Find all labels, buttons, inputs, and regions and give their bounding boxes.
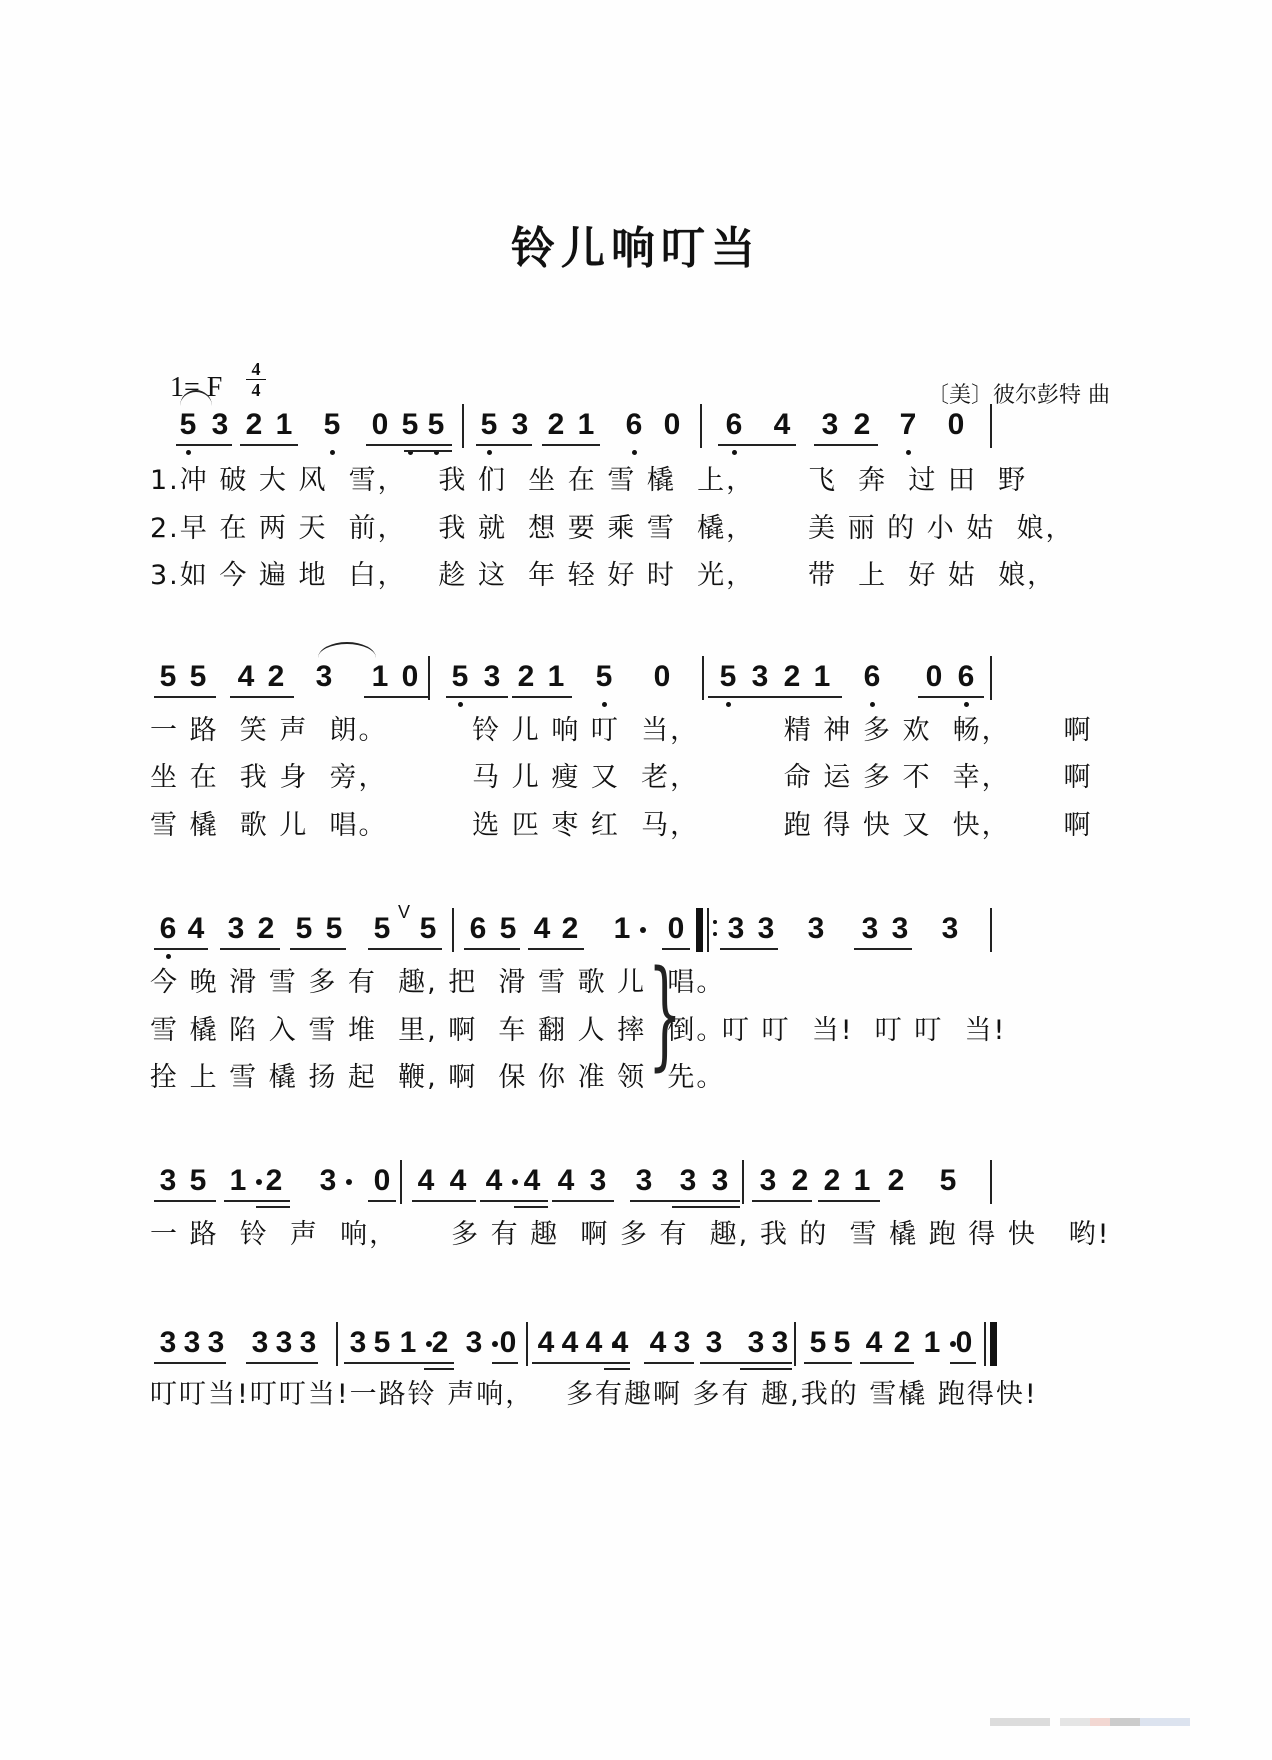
- jianpu-note: 6: [625, 408, 643, 441]
- breath-mark: V: [398, 902, 411, 922]
- jianpu-note: 0: [947, 408, 965, 441]
- eighth-beam: [290, 948, 346, 950]
- jianpu-note: 3: [673, 1326, 691, 1359]
- eighth-beam: [154, 1200, 216, 1202]
- time-signature-top: 4: [251, 359, 261, 379]
- jianpu-note: 1: [229, 1164, 247, 1197]
- jianpu-note: 3: [751, 660, 769, 693]
- bar-line: [452, 908, 454, 952]
- low-octave-dot: [964, 702, 969, 707]
- eighth-beam: [246, 1362, 318, 1364]
- jianpu-note: 3: [275, 1326, 293, 1359]
- jianpu-note: 1: [577, 408, 595, 441]
- jianpu-note: 5: [373, 912, 391, 945]
- jianpu-note: 6: [725, 408, 743, 441]
- eighth-beam: [708, 696, 794, 698]
- jianpu-note: 0: [663, 408, 681, 441]
- eighth-beam: [480, 1200, 548, 1202]
- jianpu-note: 0: [925, 660, 943, 693]
- jianpu-note: 2: [823, 1164, 841, 1197]
- eighth-beam: [788, 696, 842, 698]
- jianpu-note: 1: [853, 1164, 871, 1197]
- low-octave-dot: [602, 702, 607, 707]
- repeat-start-thin-bar: [707, 908, 709, 952]
- jianpu-note: 4: [237, 660, 255, 693]
- low-octave-dot: [632, 450, 637, 455]
- repeat-dot: [713, 932, 717, 936]
- jianpu-note: 3: [705, 1326, 723, 1359]
- eighth-beam: [528, 948, 584, 950]
- composer-credit: 〔美〕彼尔彭特 曲: [927, 383, 1110, 408]
- eighth-beam: [366, 444, 452, 446]
- eighth-beam: [464, 948, 520, 950]
- jianpu-note: 3: [771, 1326, 789, 1359]
- eighth-beam: [476, 444, 532, 446]
- jianpu-note: 3: [315, 660, 333, 693]
- bar-line: [990, 1160, 992, 1204]
- jianpu-note: 3: [319, 1164, 337, 1197]
- jianpu-note: 1: [399, 1326, 417, 1359]
- jianpu-note: 2: [783, 660, 801, 693]
- eighth-beam: [492, 1362, 518, 1364]
- jianpu-note: 0: [371, 408, 389, 441]
- jianpu-note: 5: [189, 1164, 207, 1197]
- jianpu-note: 2: [791, 1164, 809, 1197]
- augmentation-dot: [346, 1179, 352, 1185]
- tie-slur: [318, 642, 376, 658]
- eighth-beam: [154, 696, 216, 698]
- refrain-lyric: 叮 叮 当! 叮 叮 当!: [722, 1015, 1007, 1046]
- eighth-beam: [532, 1362, 580, 1364]
- sixteenth-beam: [256, 1206, 290, 1208]
- jianpu-note: 2: [257, 912, 275, 945]
- eighth-beam: [368, 948, 442, 950]
- eighth-beam: [176, 444, 232, 446]
- time-signature: [246, 360, 266, 399]
- jianpu-note: 5: [499, 912, 517, 945]
- jianpu-note: 0: [667, 912, 685, 945]
- bar-line: [526, 1322, 528, 1366]
- eighth-beam: [918, 696, 984, 698]
- jianpu-note: 2: [853, 408, 871, 441]
- low-octave-dot: [166, 954, 171, 959]
- jianpu-note: 5: [295, 912, 313, 945]
- jianpu-note: 2: [265, 1164, 283, 1197]
- eighth-beam: [512, 696, 572, 698]
- jianpu-note: 5: [939, 1164, 957, 1197]
- jianpu-note: 0: [653, 660, 671, 693]
- sixteenth-beam: [604, 1368, 630, 1370]
- lyric-line: 1.冲 破 大 风 雪， 我 们 坐 在 雪 橇 上， 飞 奔 过 田 野: [150, 465, 1028, 496]
- eighth-beam: [720, 948, 778, 950]
- jianpu-note: 3: [207, 1326, 225, 1359]
- jianpu-note: 3: [861, 912, 879, 945]
- lyric-line: 雪 橇 陷 入 雪 堆 里, 啊 车 翻 人 摔 倒。: [150, 1015, 726, 1046]
- jianpu-note: 2: [561, 912, 579, 945]
- eighth-beam: [344, 1362, 394, 1364]
- eighth-beam: [752, 1200, 812, 1202]
- jianpu-note: 1: [275, 408, 293, 441]
- jianpu-note: 5: [179, 408, 197, 441]
- final-thin-bar: [984, 1322, 986, 1366]
- sixteenth-beam: [424, 1368, 454, 1370]
- jianpu-note: 5: [159, 660, 177, 693]
- lyric-line: 3.如 今 遍 地 白， 趁 这 年 轻 好 时 光， 带 上 好 姑 娘，: [150, 560, 1057, 591]
- eighth-beam: [644, 1362, 694, 1364]
- eighth-beam: [700, 1362, 792, 1364]
- key-signature: 1= F: [170, 372, 223, 403]
- jianpu-note: 3: [727, 912, 745, 945]
- eighth-beam: [364, 696, 428, 698]
- lyric-line: 一 路 笑 声 朗。 铃 儿 响 叮 当， 精 神 多 欢 畅， 啊: [150, 715, 1093, 746]
- sixteenth-beam: [514, 1206, 548, 1208]
- jianpu-note: 1: [371, 660, 389, 693]
- jianpu-note: 3: [511, 408, 529, 441]
- jianpu-note: 4: [561, 1326, 579, 1359]
- sixteenth-beam: [672, 1206, 740, 1208]
- jianpu-note: 5: [189, 660, 207, 693]
- eighth-beam: [240, 444, 298, 446]
- bar-line: [428, 656, 430, 700]
- augmentation-dot: [512, 1179, 518, 1185]
- augmentation-dot: [640, 927, 646, 933]
- jianpu-note: 5: [401, 408, 419, 441]
- jianpu-note: 2: [517, 660, 535, 693]
- jianpu-note: 5: [325, 912, 343, 945]
- jianpu-note: 3: [807, 912, 825, 945]
- jianpu-note: 3: [747, 1326, 765, 1359]
- jianpu-note: 1: [813, 660, 831, 693]
- eighth-beam: [154, 1362, 226, 1364]
- eighth-beam: [446, 696, 508, 698]
- jianpu-note: 4: [649, 1326, 667, 1359]
- eighth-beam: [230, 696, 294, 698]
- jianpu-note: 4: [523, 1164, 541, 1197]
- low-octave-dot: [186, 450, 191, 455]
- jianpu-note: 3: [759, 1164, 777, 1197]
- jianpu-note: 3: [757, 912, 775, 945]
- jianpu-note: 5: [373, 1326, 391, 1359]
- lyric-line: 一 路 铃 声 响， 多 有 趣 啊 多 有 趣, 我 的 雪 橇 跑 得 快 哟!: [150, 1219, 1111, 1250]
- bar-line: [336, 1322, 338, 1366]
- jianpu-note: 6: [159, 912, 177, 945]
- jianpu-note: 3: [183, 1326, 201, 1359]
- jianpu-note: 3: [711, 1164, 729, 1197]
- jianpu-note: 3: [483, 660, 501, 693]
- eighth-beam: [368, 1200, 396, 1202]
- jianpu-note: 5: [323, 408, 341, 441]
- eighth-beam: [552, 1200, 614, 1202]
- jianpu-note: 0: [401, 660, 419, 693]
- jianpu-note: 3: [227, 912, 245, 945]
- jianpu-note: 3: [299, 1326, 317, 1359]
- eighth-beam: [860, 1362, 914, 1364]
- sixteenth-beam: [404, 450, 452, 452]
- jianpu-note: 3: [159, 1164, 177, 1197]
- song-title: 铃儿响叮当: [511, 223, 761, 274]
- jianpu-note: 2: [887, 1164, 905, 1197]
- jianpu-note: 2: [245, 408, 263, 441]
- lyric-line: 雪 橇 歌 儿 唱。 选 匹 枣 红 马， 跑 得 快 又 快， 啊: [150, 810, 1093, 841]
- eighth-beam: [950, 1362, 976, 1364]
- low-octave-dot: [870, 702, 875, 707]
- repeat-dot: [713, 920, 717, 924]
- jianpu-note: 1: [613, 912, 631, 945]
- low-octave-dot: [487, 450, 492, 455]
- low-octave-dot: [458, 702, 463, 707]
- eighth-beam: [154, 948, 208, 950]
- eighth-beam: [818, 1200, 880, 1202]
- footer-watermark: [990, 1718, 1190, 1726]
- lyric-line: 2.早 在 两 天 前， 我 就 想 要 乘 雪 橇， 美 丽 的 小 姑 娘，: [150, 513, 1075, 544]
- lyric-line: 坐 在 我 身 旁， 马 儿 瘦 又 老， 命 运 多 不 幸， 啊: [150, 762, 1093, 793]
- jianpu-note: 0: [955, 1326, 973, 1359]
- repeat-start-thick-bar: [696, 908, 703, 952]
- bar-line: [990, 656, 992, 700]
- eighth-beam: [542, 444, 600, 446]
- bar-line: [794, 1322, 796, 1366]
- jianpu-note: 1: [547, 660, 565, 693]
- sixteenth-beam: [740, 1368, 792, 1370]
- jianpu-note: 3: [465, 1326, 483, 1359]
- jianpu-note: 5: [419, 912, 437, 945]
- jianpu-note: 5: [451, 660, 469, 693]
- jianpu-note: 7: [899, 408, 917, 441]
- lyric-line: 拴 上 雪 橇 扬 起 鞭, 啊 保 你 准 领 先。: [150, 1062, 726, 1093]
- jianpu-note: 4: [611, 1326, 629, 1359]
- bar-line: [990, 908, 992, 952]
- jianpu-note: 6: [863, 660, 881, 693]
- lyric-line: 叮叮当!叮叮当!一路铃 声响， 多有趣啊 多有 趣,我的 雪橇 跑得快!: [150, 1379, 1038, 1410]
- eighth-beam: [224, 1200, 290, 1202]
- jianpu-note: 1: [923, 1326, 941, 1359]
- low-octave-dot: [906, 450, 911, 455]
- bar-line: [400, 1160, 402, 1204]
- jianpu-note: 2: [431, 1326, 449, 1359]
- jianpu-note: 4: [557, 1164, 575, 1197]
- low-octave-dot: [330, 450, 335, 455]
- jianpu-note: 4: [537, 1326, 555, 1359]
- jianpu-note: 3: [891, 912, 909, 945]
- eighth-beam: [412, 1200, 476, 1202]
- jianpu-note: 4: [773, 408, 791, 441]
- eighth-beam: [630, 1200, 740, 1202]
- jianpu-note: 4: [485, 1164, 503, 1197]
- jianpu-note: 6: [957, 660, 975, 693]
- bar-line: [462, 404, 464, 448]
- jianpu-note: 4: [449, 1164, 467, 1197]
- jianpu-note: 3: [589, 1164, 607, 1197]
- bar-line: [702, 656, 704, 700]
- jianpu-note: 4: [585, 1326, 603, 1359]
- jianpu-note: 2: [893, 1326, 911, 1359]
- final-thick-bar: [990, 1322, 997, 1366]
- jianpu-note: 4: [417, 1164, 435, 1197]
- eighth-beam: [718, 444, 796, 446]
- jianpu-note: 6: [469, 912, 487, 945]
- jianpu-note: 5: [595, 660, 613, 693]
- low-octave-dot: [732, 450, 737, 455]
- eighth-beam: [814, 444, 878, 446]
- jianpu-note: 3: [635, 1164, 653, 1197]
- time-signature-bottom: 4: [251, 380, 261, 400]
- bar-line: [990, 404, 992, 448]
- low-octave-dot: [726, 702, 731, 707]
- jianpu-note: 3: [941, 912, 959, 945]
- jianpu-note: 3: [251, 1326, 269, 1359]
- jianpu-note: 3: [211, 408, 229, 441]
- bar-line: [700, 404, 702, 448]
- jianpu-note: 5: [809, 1326, 827, 1359]
- jianpu-note: 5: [480, 408, 498, 441]
- bar-line: [742, 1160, 744, 1204]
- eighth-beam: [580, 1362, 630, 1364]
- jianpu-note: 5: [833, 1326, 851, 1359]
- verse-brace: }: [648, 944, 682, 1082]
- jianpu-note: 2: [267, 660, 285, 693]
- jianpu-note: 3: [159, 1326, 177, 1359]
- jianpu-note: 3: [679, 1164, 697, 1197]
- jianpu-note: 0: [373, 1164, 391, 1197]
- jianpu-note: 4: [187, 912, 205, 945]
- jianpu-note: 4: [533, 912, 551, 945]
- eighth-beam: [804, 1362, 852, 1364]
- jianpu-note: 5: [719, 660, 737, 693]
- eighth-beam: [394, 1362, 454, 1364]
- lyric-line: 今 晚 滑 雪 多 有 趣, 把 滑 雪 歌 儿 唱。: [150, 967, 726, 998]
- jianpu-note: 0: [499, 1326, 517, 1359]
- jianpu-note: 3: [349, 1326, 367, 1359]
- jianpu-note: 2: [547, 408, 565, 441]
- jianpu-note: 3: [821, 408, 839, 441]
- eighth-beam: [220, 948, 280, 950]
- jianpu-note: 5: [427, 408, 445, 441]
- eighth-beam: [854, 948, 912, 950]
- jianpu-note: 4: [865, 1326, 883, 1359]
